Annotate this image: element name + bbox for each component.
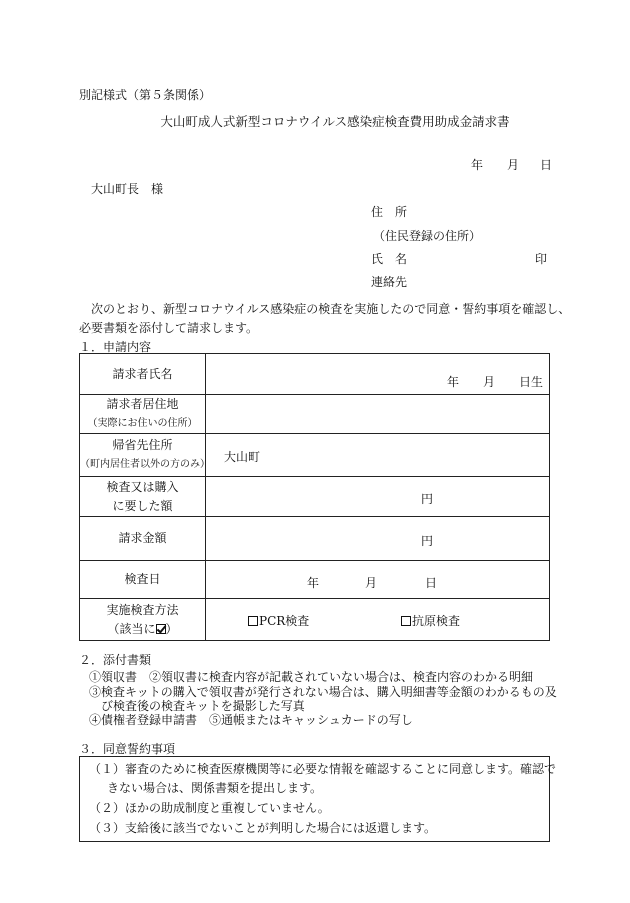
- applicant-address-note: （住民登録の住所）: [373, 229, 482, 243]
- row-test-date: [80, 561, 550, 599]
- checkmark-box-icon: [156, 624, 166, 634]
- section3-heading: ３．同意誓約事項: [79, 742, 176, 756]
- claim-amount-field[interactable]: [206, 517, 550, 561]
- test-date-label: 検査日: [80, 561, 206, 599]
- test-method-note: [80, 620, 205, 639]
- attachment-line-3: び検査後の検査キットを撮影した写真: [101, 699, 305, 713]
- applicant-name-label: 氏 名: [371, 252, 408, 266]
- row-claimant-residence: [80, 395, 550, 434]
- test-date-day: 日: [425, 576, 438, 590]
- consent-item-1-line-2: きない場合は、関係書類を提出します。: [107, 781, 323, 795]
- form-number: 別記様式（第５条関係）: [79, 88, 212, 102]
- date-year: 年: [471, 158, 484, 172]
- consent-item-1-line-1: （１）審査のために検査医療機関等に必要な情報を確認することに同意します。確認で: [89, 762, 557, 776]
- test-method-field: [206, 599, 550, 641]
- claimant-name-field[interactable]: [206, 354, 550, 395]
- return-address-field[interactable]: [206, 434, 550, 477]
- row-test-cost: [80, 477, 550, 517]
- attachment-line-2: ③検査キットの購入で領収書が発行されない場合は、購入明細書等金額のわかるもの及: [89, 685, 557, 699]
- claimant-residence-note: （実際にお住いの住所）: [87, 418, 198, 429]
- return-address-label: 帰省先住所: [112, 438, 173, 452]
- option-antigen-label: 抗原検査: [412, 614, 461, 628]
- return-address-label-cell: [80, 434, 210, 477]
- claim-amount-unit: 円: [421, 534, 434, 548]
- test-method-label-cell: [80, 599, 206, 641]
- row-test-method: [80, 599, 550, 641]
- claimant-residence-label: 請求者居住地: [106, 397, 179, 411]
- test-date-field[interactable]: [206, 561, 550, 599]
- test-method-note-prefix: （該当に: [107, 621, 156, 636]
- form-title: [0, 112, 630, 130]
- seal-mark: 印: [535, 252, 548, 266]
- test-cost-field[interactable]: [206, 477, 550, 517]
- option-pcr-label: PCR検査: [259, 614, 310, 628]
- option-antigen[interactable]: [401, 612, 460, 629]
- row-claimant-name: [80, 354, 550, 395]
- test-cost-label-line2: に要した額: [112, 498, 173, 513]
- test-cost-label-line1: 検査又は購入: [106, 479, 179, 494]
- attachment-line-4: ④債権者登録申請書 ⑤通帳またはキャッシュカードの写し: [89, 713, 413, 727]
- form-title-text: 大山町成人式新型コロナウイルス感染症検査費用助成金請求書: [160, 114, 510, 129]
- applicant-address-label: 住 所: [371, 205, 408, 219]
- test-cost-unit: 円: [421, 492, 434, 506]
- section1-heading: １．申請内容: [79, 340, 152, 354]
- date-month: 月: [507, 158, 520, 172]
- return-address-note: （町内居住者以外の方のみ）: [80, 459, 210, 470]
- addressee: 大山町長 様: [91, 182, 164, 196]
- test-method-label: 実施検査方法: [106, 602, 179, 617]
- claimant-residence-label-cell: [80, 395, 206, 434]
- claimant-dob: 年 月 日生: [446, 375, 543, 389]
- row-return-address: [80, 434, 550, 477]
- consent-item-2: （２）ほかの助成制度と重複していません。: [89, 801, 330, 815]
- intro-line-2: 必要書類を添付して請求します。: [79, 321, 259, 335]
- option-pcr[interactable]: [248, 612, 309, 629]
- claimant-residence-field[interactable]: [206, 395, 550, 434]
- claimant-name-label: 請求者氏名: [80, 354, 206, 395]
- checkbox-icon[interactable]: [248, 616, 258, 626]
- test-method-note-suffix: ）: [165, 621, 178, 636]
- test-date-year: 年: [307, 576, 320, 590]
- section2-heading: ２．添付書類: [79, 653, 152, 667]
- consent-item-3: （３）支給後に該当でないことが判明した場合には返還します。: [89, 821, 437, 835]
- test-date-month: 月: [365, 576, 378, 590]
- application-table: [79, 353, 550, 641]
- attachment-line-1: ①領収書 ②領収書に検査内容が記載されていない場合は、検査内容のわかる明細: [89, 670, 534, 684]
- row-claim-amount: [80, 517, 550, 561]
- checkbox-icon[interactable]: [401, 616, 411, 626]
- applicant-contact-label: 連絡先: [371, 275, 408, 289]
- test-cost-label-cell: [80, 477, 206, 517]
- return-address-value: 大山町: [224, 450, 261, 464]
- intro-line-1: 次のとおり、新型コロナウイルス感染症の検査を実施したので同意・誓約事項を確認し、: [91, 302, 571, 316]
- date-day: 日: [540, 158, 553, 172]
- claim-amount-label: 請求金額: [80, 517, 206, 561]
